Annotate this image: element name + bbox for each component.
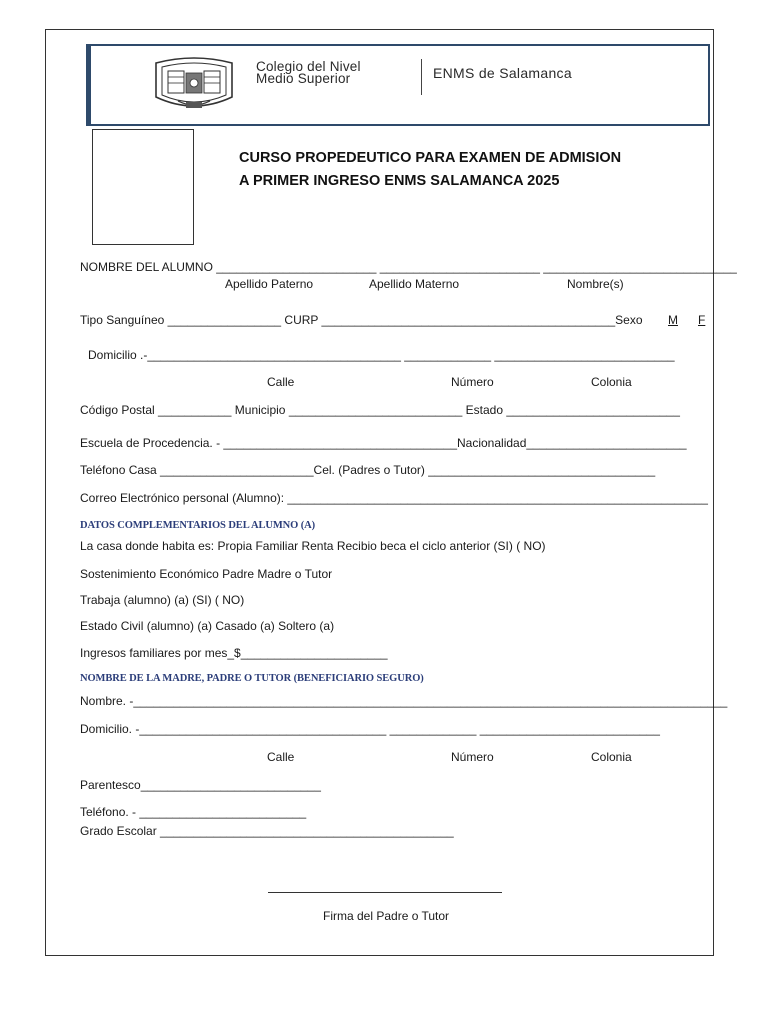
brand-line-2: Medio Superior xyxy=(256,71,351,86)
tutor-phone-field[interactable]: Teléfono. - _________________________ xyxy=(80,805,307,819)
label-numero: Número xyxy=(451,375,494,389)
institution-header xyxy=(86,44,710,126)
form-title xyxy=(239,147,621,193)
label-calle: Calle xyxy=(267,375,295,389)
signature-line[interactable] xyxy=(268,892,502,893)
brand-line-1: Colegio del Nivel xyxy=(256,59,361,74)
label-nombres: Nombre(s) xyxy=(567,277,624,291)
label-tutor-calle: Calle xyxy=(267,750,295,764)
university-seal-icon xyxy=(148,57,240,113)
works-field[interactable]: Trabaja (alumno) (a) (SI) ( NO) xyxy=(80,593,245,607)
tutor-address-field[interactable]: Domicilio. -_____________________________________ _____________ ___________________________ xyxy=(80,722,660,736)
student-address-field[interactable]: Domicilio .-______________________________________ _____________ ___________________________ xyxy=(88,348,675,362)
label-apellido-materno: Apellido Materno xyxy=(369,277,460,291)
economic-support-field[interactable]: Sostenimiento Económico Padre Madre o Tutor xyxy=(80,567,333,581)
sex-option-m[interactable]: M xyxy=(668,313,678,327)
section-heading-complementarios: DATOS COMPLEMENTARIOS DEL ALUMNO (A) xyxy=(80,520,316,531)
brand-divider xyxy=(421,59,422,95)
housing-field[interactable]: La casa donde habita es: Propia Familiar Renta Recibio beca el ciclo anterior (SI) ( NO) xyxy=(80,539,546,553)
label-tutor-colonia: Colonia xyxy=(591,750,632,764)
section-heading-tutor: NOMBRE DE LA MADRE, PADRE O TUTOR (BENEFICIARIO SEGURO) xyxy=(80,673,424,684)
relationship-field[interactable]: Parentesco___________________________ xyxy=(80,778,321,792)
label-colonia: Colonia xyxy=(591,375,632,389)
brand-name xyxy=(256,61,361,85)
label-apellido-paterno: Apellido Paterno xyxy=(225,277,314,291)
school-origin-field[interactable]: Escuela de Procedencia. - ___________________________________Nacionalidad________________________ xyxy=(80,436,687,450)
email-field[interactable]: Correo Electrónico personal (Alumno): _______________________________________________________________ xyxy=(80,491,708,505)
blood-type-curp-field[interactable]: Tipo Sanguíneo _________________ CURP ____________________________________________Sexo xyxy=(80,313,643,327)
signature-label: Firma del Padre o Tutor xyxy=(323,909,450,923)
family-income-field[interactable]: Ingresos familiares por mes_$______________________ xyxy=(80,646,388,660)
student-name-field[interactable]: NOMBRE DEL ALUMNO ________________________ ________________________ _____________________________ xyxy=(80,260,737,274)
campus-name: ENMS de Salamanca xyxy=(433,65,572,81)
civil-status-field[interactable]: Estado Civil (alumno) (a) Casado (a) Soltero (a) xyxy=(80,619,335,633)
title-line-1: CURSO PROPEDEUTICO PARA EXAMEN DE ADMISION xyxy=(239,150,622,166)
sex-option-f[interactable]: F xyxy=(698,313,706,327)
label-tutor-numero: Número xyxy=(451,750,494,764)
postal-code-field[interactable]: Código Postal ___________ Municipio __________________________ Estado __________________________ xyxy=(80,403,680,417)
form-page xyxy=(45,29,737,956)
title-line-2: A PRIMER INGRESO ENMS SALAMANCA 2025 xyxy=(239,173,560,189)
tutor-name-field[interactable]: Nombre. -_________________________________________________________________________________________ xyxy=(80,694,728,708)
phone-field[interactable]: Teléfono Casa _______________________Cel. (Padres o Tutor) __________________________________ xyxy=(80,463,656,477)
education-level-field[interactable]: Grado Escolar ____________________________________________ xyxy=(80,824,454,838)
photo-box[interactable] xyxy=(92,129,194,245)
